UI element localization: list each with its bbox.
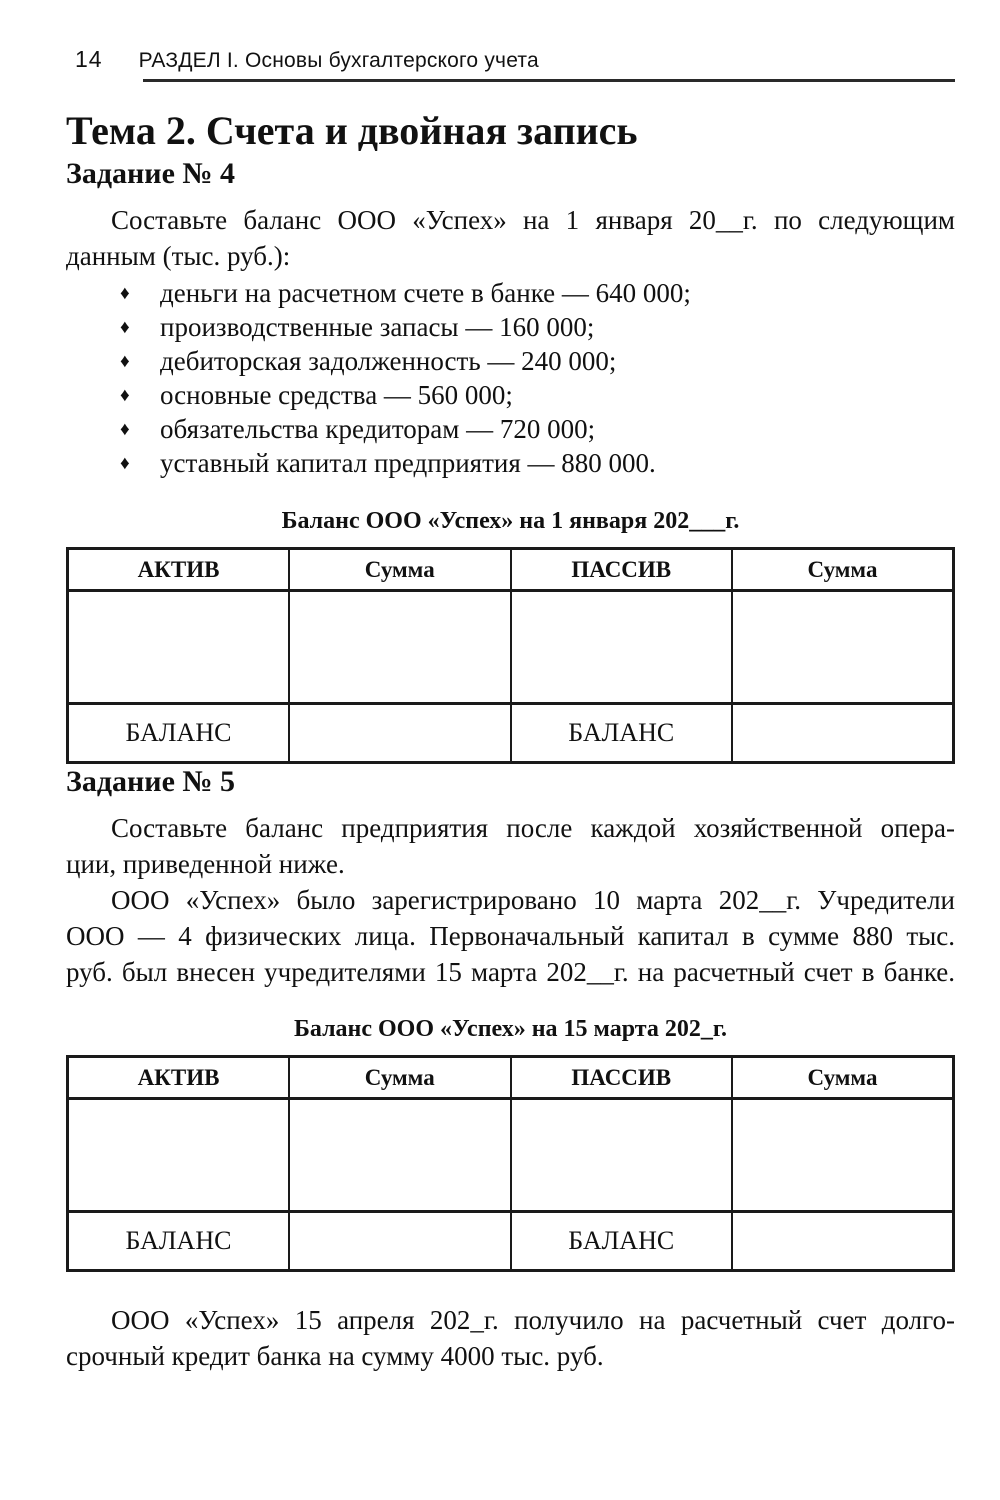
- diamond-bullet-icon: ♦: [120, 385, 130, 406]
- task5-para1: [66, 810, 955, 882]
- empty-cell: [732, 591, 954, 704]
- table-header-row: [68, 549, 954, 591]
- empty-cell: [68, 591, 290, 704]
- task5-para2-line-3: руб. был внесен учредителями 15 марта 202__г. на расчетный счет в банке.: [66, 957, 955, 987]
- running-header: [66, 46, 955, 73]
- task5-para1-line-1: Составьте баланс предприятия после каждой хозяйственной опера-: [111, 813, 955, 843]
- empty-cell: [732, 1099, 954, 1212]
- task4-table-caption: Баланс ООО «Успех» на 1 января 202___г.: [281, 508, 740, 534]
- task5-table-caption: Баланс ООО «Успех» на 15 марта 202_г.: [293, 1016, 728, 1042]
- column-header-summa: Сумма: [732, 549, 954, 591]
- task5-balance-table: [66, 1055, 955, 1272]
- empty-cell: [289, 591, 511, 704]
- balance-label: БАЛАНС: [68, 1212, 290, 1271]
- task5-heading: Задание № 5: [66, 765, 236, 798]
- column-header-passiv: ПАССИВ: [511, 549, 733, 591]
- column-header-summa: Сумма: [732, 1057, 954, 1099]
- empty-cell: [511, 591, 733, 704]
- empty-cell: [68, 1099, 290, 1212]
- task5-para3-line-1: ООО «Успех» 15 апреля 202_г. получило на расчетный счет долго-: [111, 1305, 955, 1335]
- table-row: [68, 591, 954, 704]
- list-item: [66, 310, 955, 344]
- running-header-title: РАЗДЕЛ I. Основы бухгалтерского учета: [138, 49, 539, 72]
- empty-cell: [511, 1099, 733, 1212]
- empty-cell: [732, 1212, 954, 1271]
- column-header-aktiv: АКТИВ: [68, 549, 290, 591]
- task4-intro: [66, 202, 955, 274]
- bullet-text: основные средства — 560 000;: [160, 380, 513, 410]
- list-item: [66, 446, 955, 480]
- bullet-text: производственные запасы — 160 000;: [160, 312, 595, 342]
- header-rule: [143, 79, 955, 82]
- list-item: [66, 378, 955, 412]
- bullet-text: уставный капитал предприятия — 880 000.: [160, 448, 656, 478]
- balance-label: БАЛАНС: [511, 1212, 733, 1271]
- balance-row: [68, 1212, 954, 1271]
- page-number: 14: [75, 46, 103, 72]
- diamond-bullet-icon: ♦: [120, 453, 130, 474]
- diamond-bullet-icon: ♦: [120, 351, 130, 372]
- bullet-text: деньги на расчетном счете в банке — 640 000;: [160, 278, 691, 308]
- task4-intro-line-2: данным (тыс. руб.):: [66, 241, 291, 271]
- diamond-bullet-icon: ♦: [120, 419, 130, 440]
- task5-para3-line-2: срочный кредит банка на сумму 4000 тыс. руб.: [66, 1341, 604, 1371]
- bullet-text: обязательства кредиторам — 720 000;: [160, 414, 596, 444]
- task4-bullet-list: [66, 276, 955, 480]
- task5-para2: [66, 882, 955, 990]
- table-header-row: [68, 1057, 954, 1099]
- task4-heading: Задание № 4: [66, 157, 236, 190]
- column-header-summa: Сумма: [289, 1057, 511, 1099]
- column-header-aktiv: АКТИВ: [68, 1057, 290, 1099]
- balance-label: БАЛАНС: [68, 704, 290, 763]
- diamond-bullet-icon: ♦: [120, 283, 130, 304]
- column-header-passiv: ПАССИВ: [511, 1057, 733, 1099]
- empty-cell: [732, 704, 954, 763]
- balance-row: [68, 704, 954, 763]
- empty-cell: [289, 1212, 511, 1271]
- bullet-text: дебиторская задолженность — 240 000;: [160, 346, 617, 376]
- task5-para3: [66, 1302, 955, 1374]
- list-item: [66, 344, 955, 378]
- task4-intro-line-1: Составьте баланс ООО «Успех» на 1 января 20__г. по следующим: [111, 205, 955, 235]
- task5-para1-line-2: ции, приведенной ниже.: [66, 849, 345, 879]
- diamond-bullet-icon: ♦: [120, 317, 130, 338]
- task4-balance-table: [66, 547, 955, 764]
- list-item: [66, 276, 955, 310]
- task5-para2-line-1: ООО «Успех» было зарегистрировано 10 марта 202__г. Учредители: [111, 885, 955, 915]
- empty-cell: [289, 1099, 511, 1212]
- task5-para2-line-2: ООО — 4 физических лица. Первоначальный капитал в сумме 880 тыс.: [66, 921, 955, 951]
- chapter-title: Тема 2. Счета и двойная запись: [66, 108, 638, 153]
- list-item: [66, 412, 955, 446]
- column-header-summa: Сумма: [289, 549, 511, 591]
- balance-label: БАЛАНС: [511, 704, 733, 763]
- table-row: [68, 1099, 954, 1212]
- empty-cell: [289, 704, 511, 763]
